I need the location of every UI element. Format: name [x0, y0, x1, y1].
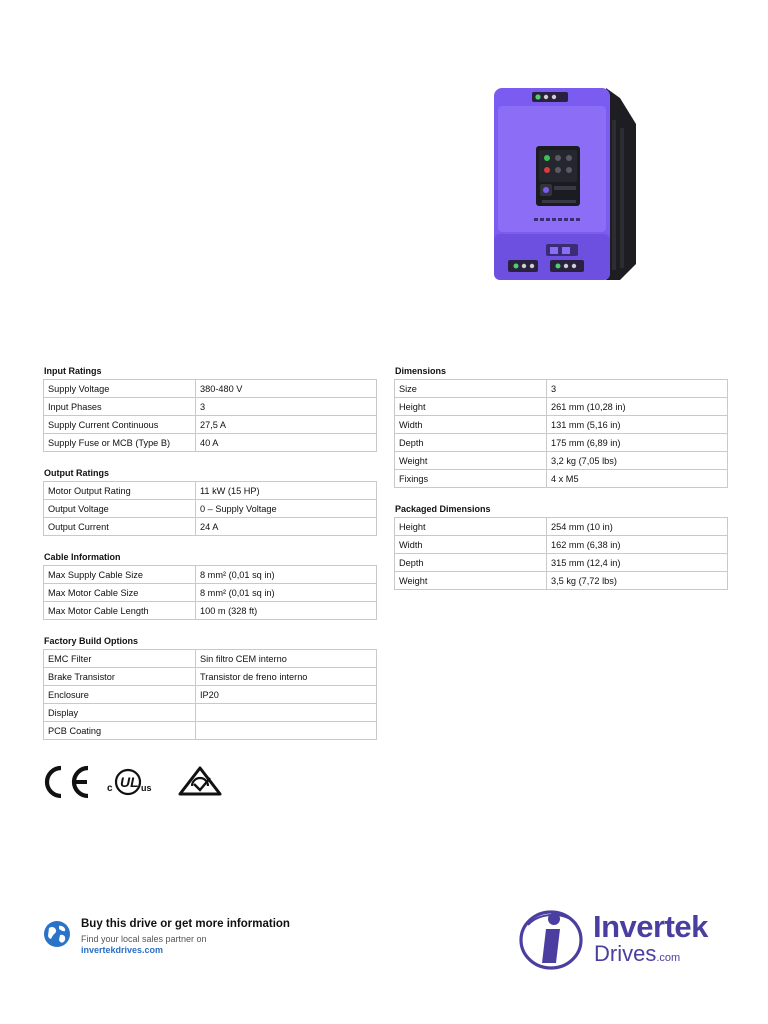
spec-value: 3,2 kg (7,05 lbs) — [547, 452, 728, 470]
spec-label: Fixings — [395, 470, 547, 488]
spec-row — [395, 452, 728, 470]
website-link[interactable]: invertekdrives.com — [81, 945, 164, 955]
spec-label: Supply Current Continuous — [44, 416, 196, 434]
spec-value: 3 — [547, 380, 728, 398]
factory-build-options-table — [43, 649, 377, 740]
spec-value: 8 mm² (0,01 sq in) — [196, 584, 377, 602]
spec-label: Depth — [395, 554, 547, 572]
spec-value: 315 mm (12,4 in) — [547, 554, 728, 572]
spec-label: Input Phases — [44, 398, 196, 416]
spec-row — [395, 380, 728, 398]
spec-label: Size — [395, 380, 547, 398]
globe-icon — [43, 920, 71, 948]
invertek-drives-logo — [518, 905, 728, 971]
spec-value — [196, 704, 377, 722]
spec-row — [44, 704, 377, 722]
spec-label: Weight — [395, 572, 547, 590]
ul-mark-icon — [107, 770, 152, 794]
spec-label: Max Motor Cable Size — [44, 584, 196, 602]
cable-information-title: Cable Information — [44, 552, 121, 562]
product-image — [488, 84, 638, 284]
certification-marks — [44, 764, 234, 800]
spec-value: 162 mm (6,38 in) — [547, 536, 728, 554]
spec-row — [44, 584, 377, 602]
spec-label: Supply Fuse or MCB (Type B) — [44, 434, 196, 452]
spec-value: IP20 — [196, 686, 377, 704]
packaged-dimensions-title: Packaged Dimensions — [395, 504, 491, 514]
spec-label: Height — [395, 518, 547, 536]
spec-row — [44, 650, 377, 668]
packaged-dimensions-table — [394, 517, 728, 590]
spec-value: 11 kW (15 HP) — [196, 482, 377, 500]
spec-value: 175 mm (6,89 in) — [547, 434, 728, 452]
spec-label: Display — [44, 704, 196, 722]
spec-value: 3 — [196, 398, 377, 416]
spec-row — [395, 434, 728, 452]
spec-value: 131 mm (5,16 in) — [547, 416, 728, 434]
spec-label: Output Current — [44, 518, 196, 536]
factory-build-options-title: Factory Build Options — [44, 636, 139, 646]
spec-row — [44, 518, 377, 536]
spec-row — [44, 500, 377, 518]
spec-row — [44, 602, 377, 620]
spec-label: Max Motor Cable Length — [44, 602, 196, 620]
dimensions-title: Dimensions — [395, 366, 447, 376]
spec-row — [395, 554, 728, 572]
spec-label: Supply Voltage — [44, 380, 196, 398]
cta-subtitle: Find your local sales partner on — [81, 934, 207, 944]
output-ratings-title: Output Ratings — [44, 468, 109, 478]
spec-value: Sin filtro CEM interno — [196, 650, 377, 668]
svg-text:c: c — [107, 783, 113, 794]
invertek-i-logo-icon — [518, 905, 588, 971]
spec-row — [44, 668, 377, 686]
spec-row — [395, 536, 728, 554]
spec-value: 24 A — [196, 518, 377, 536]
spec-label: Max Supply Cable Size — [44, 566, 196, 584]
dimensions-table — [394, 379, 728, 488]
spec-label: Brake Transistor — [44, 668, 196, 686]
spec-value: 0 – Supply Voltage — [196, 500, 377, 518]
spec-label: Height — [395, 398, 547, 416]
spec-label: PCB Coating — [44, 722, 196, 740]
spec-label: Depth — [395, 434, 547, 452]
spec-value: 4 x M5 — [547, 470, 728, 488]
spec-label: Width — [395, 536, 547, 554]
brand-name: Invertek — [593, 909, 708, 944]
spec-label: Weight — [395, 452, 547, 470]
svg-text:UL: UL — [120, 774, 139, 790]
brand-subname: Drives.com — [594, 941, 681, 966]
spec-row — [395, 470, 728, 488]
spec-value: 261 mm (10,28 in) — [547, 398, 728, 416]
cta-title: Buy this drive or get more information — [81, 918, 290, 930]
spec-value: 8 mm² (0,01 sq in) — [196, 566, 377, 584]
spec-row — [44, 434, 377, 452]
spec-row — [395, 572, 728, 590]
spec-row — [44, 380, 377, 398]
spec-value: 100 m (328 ft) — [196, 602, 377, 620]
spec-label: Output Voltage — [44, 500, 196, 518]
spec-label: Width — [395, 416, 547, 434]
spec-row — [44, 482, 377, 500]
spec-row — [44, 686, 377, 704]
spec-row — [395, 398, 728, 416]
spec-row — [44, 398, 377, 416]
cable-information-table — [43, 565, 377, 620]
spec-label: Enclosure — [44, 686, 196, 704]
spec-row — [395, 518, 728, 536]
spec-value: 27,5 A — [196, 416, 377, 434]
spec-row — [44, 722, 377, 740]
spec-value: 254 mm (10 in) — [547, 518, 728, 536]
input-ratings-table — [43, 379, 377, 452]
spec-value — [196, 722, 377, 740]
spec-row — [395, 416, 728, 434]
spec-value: 3,5 kg (7,72 lbs) — [547, 572, 728, 590]
spec-label: Motor Output Rating — [44, 482, 196, 500]
spec-row — [44, 416, 377, 434]
output-ratings-table — [43, 481, 377, 536]
svg-text:us: us — [141, 783, 152, 793]
spec-value: 40 A — [196, 434, 377, 452]
rcm-mark-icon — [180, 768, 220, 794]
spec-row — [44, 566, 377, 584]
spec-value: 380-480 V — [196, 380, 377, 398]
spec-label: EMC Filter — [44, 650, 196, 668]
ce-mark-icon — [47, 768, 88, 796]
spec-value: Transistor de freno interno — [196, 668, 377, 686]
input-ratings-title: Input Ratings — [44, 366, 102, 376]
